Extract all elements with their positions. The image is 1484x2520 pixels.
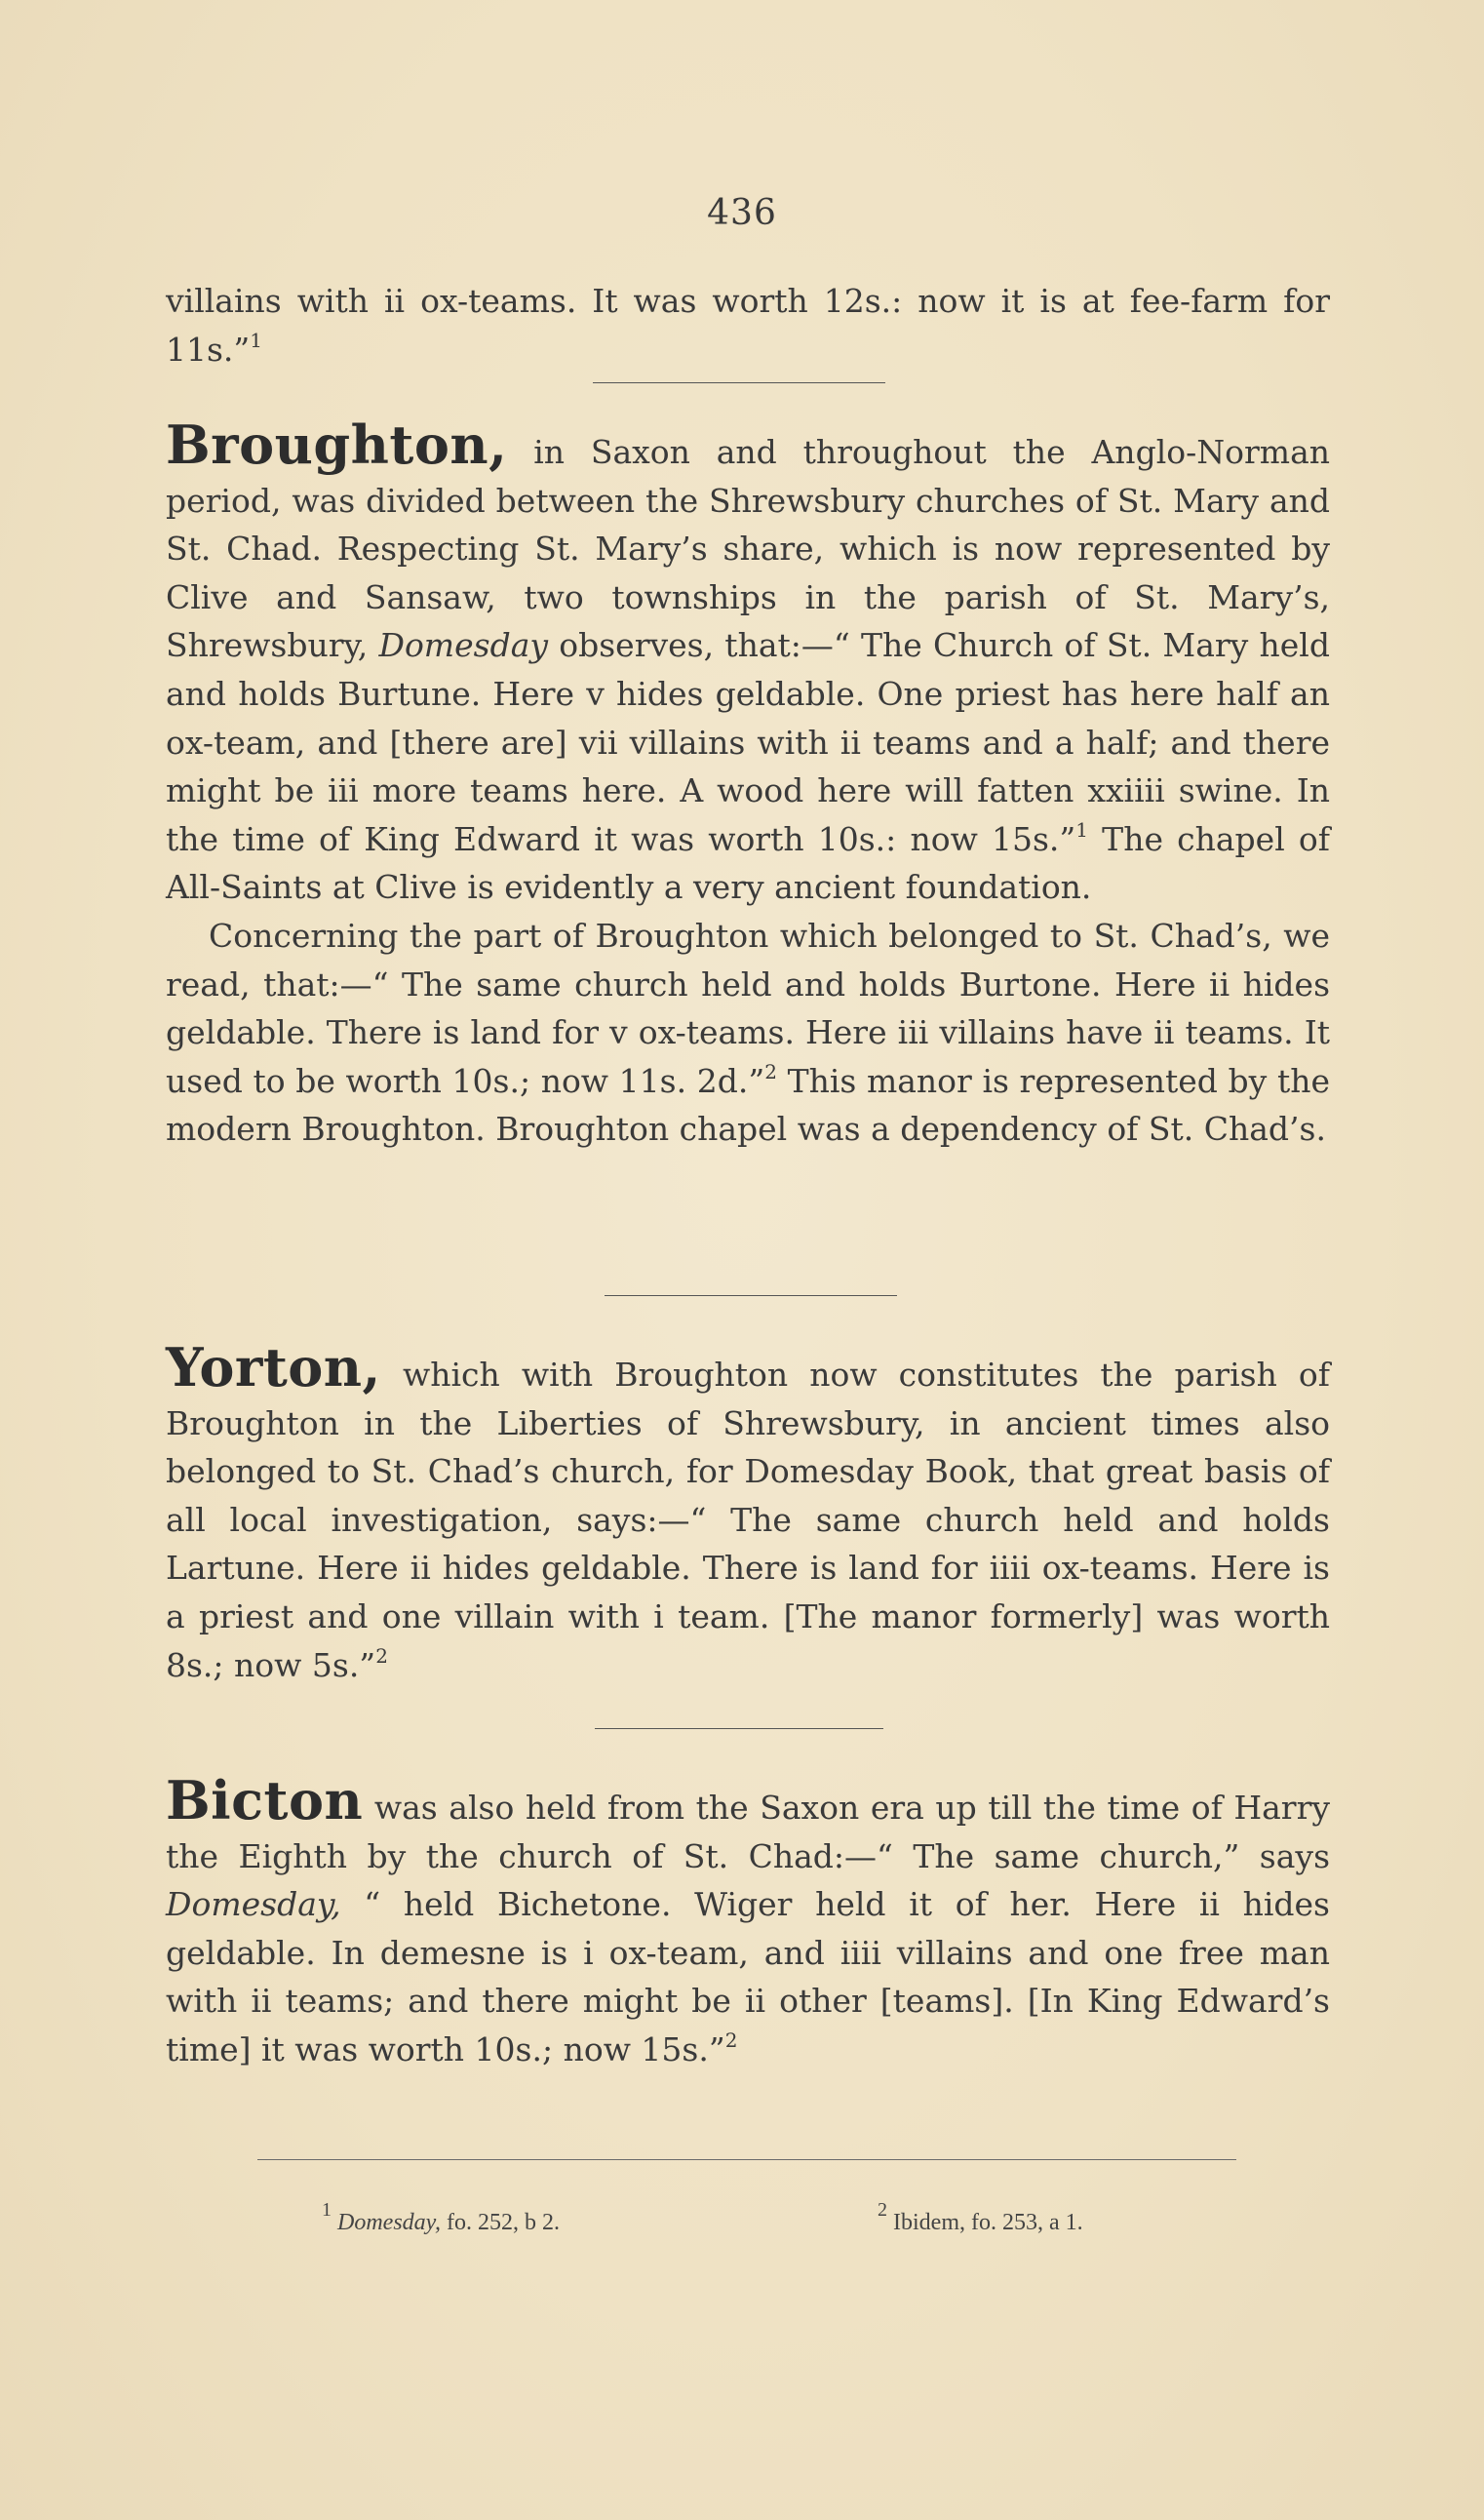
broughton-p2-text-a: Concerning the part of Broughton which belonged to St. Chad’s, we read, that:—“ The same church held and holds Burtone. Here ii hides geldable. There is land for v ox-teams. Here iii villains have ii teams. It used to be worth 10s.; now 11s. 2d.” [166,916,1330,1100]
yorton-section [166,1336,1330,1689]
broughton-text-b: observes, that:—“ The Church of St. Mary held and holds Burtune. Here v hides geldable. One priest has here half an ox-team, and [there are] vii villains with ii teams and a half; and there might be iii more teams here. A wood here will fatten xxiiii swine. In the time of King Edward it was worth 10s.: now 15s.” [166,626,1330,858]
page-number: 436 [707,193,777,233]
bicton-text-a: was also held from the Saxon era up till the time of Harry the Eighth by the church of St. Chad:—“ The same church,” says [166,1789,1330,1875]
footnote-1 [322,2199,560,2236]
footnote-ref: 2 [764,1059,777,1083]
section-divider [605,1295,897,1296]
section-divider [595,1728,883,1729]
footnote-text: fo. 252, b 2. [440,2210,560,2235]
broughton-text-a: in Saxon and throughout the Anglo-Norman period, was divided between the Shrewsbury churches of St. Mary and St. Chad. Respecting St. Mary’s share, which is now represented by Clive and Sansaw, two townships in the parish of St. Mary’s, Shrewsbury, [166,433,1330,665]
bicton-section [166,1769,1330,2074]
broughton-p2-text-b: This manor is represented by the modern Broughton. Broughton chapel was a dependency of St. Chad’s. [166,1061,1330,1149]
yorton-heading: Yorton, [166,1336,381,1398]
broughton-section [166,413,1330,1154]
footnote-text: Ibidem, fo. 253, a 1. [887,2210,1083,2235]
footnote-ref: 1 [250,328,263,352]
domesday-title: Domesday [378,626,549,665]
continuation-paragraph [166,277,1330,374]
broughton-text-c: The chapel of All-Saints at Clive is evidently a very ancient foundation. [166,819,1330,907]
footnote-divider [257,2159,1236,2160]
bicton-heading: Bicton [166,1769,364,1831]
domesday-title: Domesday, [166,1885,341,1924]
yorton-text: which with Broughton now constitutes the parish of Broughton in the Liberties of Shrewsbury, in ancient times also belonged to St. Chad’s church, for Domesday Book, that great basis of all local investigation, says:—“ The same church held and holds Lartune. Here ii hides geldable. There is land for iiii ox-teams. Here is a priest and one villain with i team. [The manor formerly] was worth 8s.; now 5s.” [166,1356,1330,1684]
footnote-title: Domesday, [337,2210,441,2235]
broughton-heading: Broughton, [166,413,508,476]
footnote-ref: 1 [1075,817,1089,842]
footnote-ref: 2 [375,1643,388,1668]
footnote-2 [878,2199,1083,2236]
continuation-text: villains with ii ox-teams. It was worth 12s.: now it is at fee-farm for 11s.” [166,282,1330,369]
section-divider [593,382,885,383]
bicton-text-b: “ held Bichetone. Wiger held it of her. Here ii hides geldable. In demesne is i ox-team, and iiii villains and one free man with ii teams; and there might be ii other [teams]. [In King Edward’s time] it was worth 10s.; now 15s.” [166,1885,1330,2068]
footnote-mark: 2 [878,2199,887,2221]
footnote-mark: 1 [322,2199,332,2221]
footnote-ref: 2 [724,2028,738,2052]
